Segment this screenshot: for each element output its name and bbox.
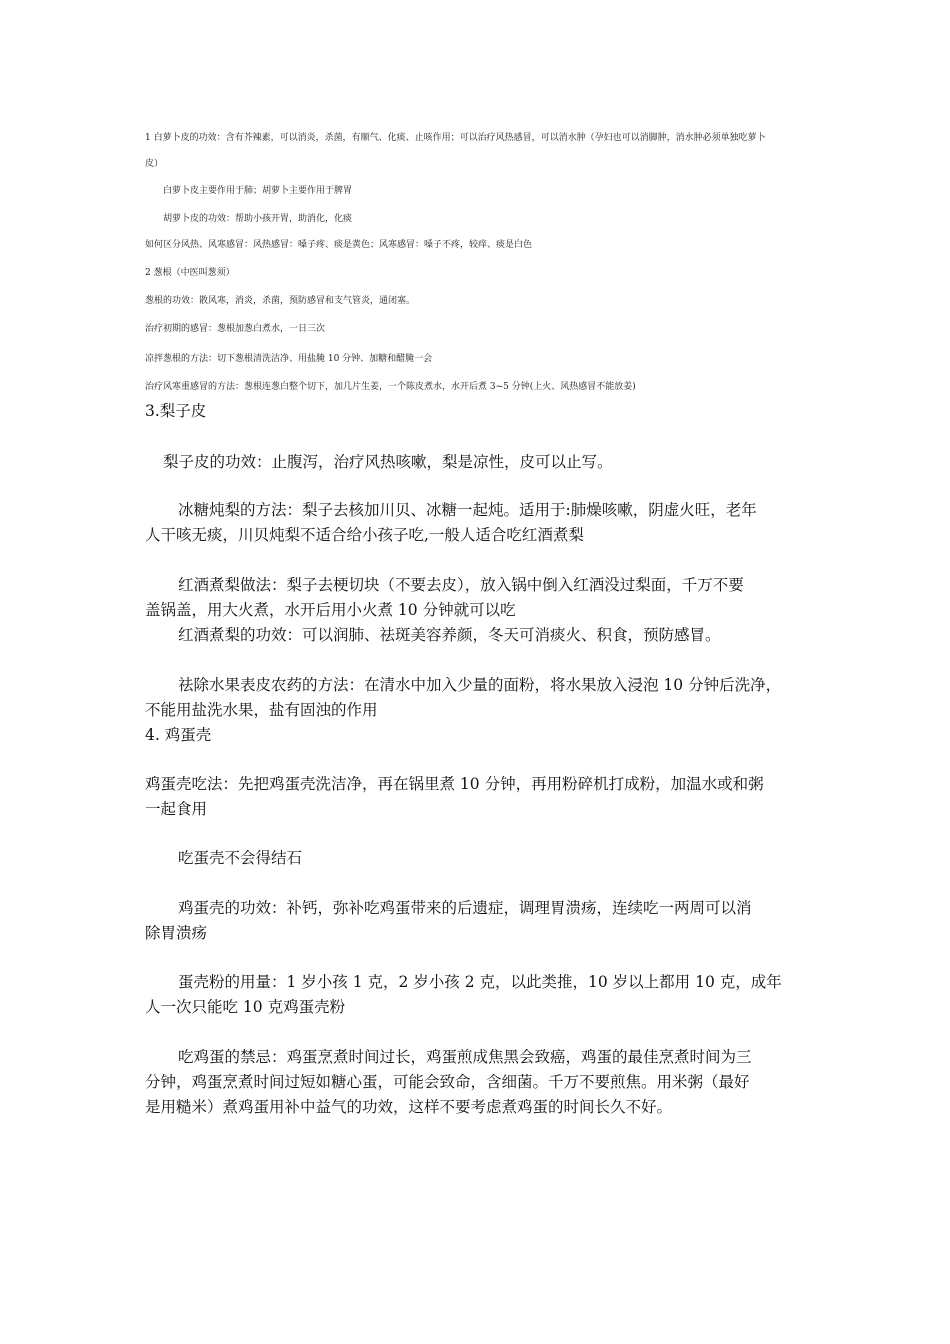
scallion-salad-method: 凉拌葱根的方法：切下葱根清洗洁净、用盐腌 10 分钟、加糖和醋腌一会: [145, 354, 433, 364]
eggshell-effect-line1: 鸡蛋壳的功效：补钙，弥补吃鸡蛋带来的后遗症，调理胃溃疡，连续吃一两周可以消: [178, 899, 752, 917]
egg-taboo-line2: 分钟，鸡蛋烹煮时间过短如糖心蛋，可能会致命，含细菌。千万不要煎焦。用米粥（最好: [145, 1073, 750, 1091]
carrot-peel-effect: 胡萝卜皮的功效：帮助小孩开胃，助消化，化痰: [163, 214, 353, 224]
pesticide-removal-line2: 不能用盐洗水果，盐有固浊的作用: [145, 701, 378, 719]
scallion-root-heading: 2 葱根（中医叫葱须）: [145, 268, 235, 278]
eggshell-heading: 4. 鸡蛋壳: [145, 726, 212, 744]
egg-taboo-line1: 吃鸡蛋的禁忌：鸡蛋烹煮时间过长，鸡蛋煎成焦黑会致癌，鸡蛋的最佳烹煮时间为三: [178, 1048, 752, 1066]
pear-stew-method-line1: 冰糖炖梨的方法：梨子去核加川贝、冰糖一起炖。适用于:肺燥咳嗽，阴虚火旺，老年: [178, 501, 757, 519]
wine-pear-effect: 红酒煮梨的功效：可以润肺、祛斑美容养颜，冬天可消痰火、积食，预防感冒。: [178, 626, 721, 644]
pesticide-removal-line1: 祛除水果表皮农药的方法：在清水中加入少量的面粉，将水果放入浸泡 10 分钟后洗净，: [178, 676, 782, 694]
eggshell-method-line1: 鸡蛋壳吃法：先把鸡蛋壳洗洁净，再在锅里煮 10 分钟，再用粉碎机打成粉，加温水或和粥: [145, 775, 764, 793]
scallion-root-effect: 葱根的功效：散风寒，消炎，杀菌，预防感冒和支气管炎，通闭塞。: [145, 296, 416, 306]
pear-stew-method-line2: 人干咳无痰，川贝炖梨不适合给小孩子吃,一般人适合吃红酒煮梨: [145, 526, 584, 544]
radish-peel-target: 白萝卜皮主要作用于肺；胡萝卜主要作用于脾胃: [163, 186, 353, 196]
wine-pear-method-line2: 盖锅盖，用大火煮，水开后用小火煮 10 分钟就可以吃: [145, 601, 516, 619]
egg-taboo-line3: 是用糙米）煮鸡蛋用补中益气的功效，这样不要考虑煮鸡蛋的时间长久不好。: [145, 1098, 673, 1116]
radish-peel-effect-line2: 皮）: [145, 159, 164, 169]
early-cold-treatment: 治疗初期的感冒：葱根加葱白煮水，一日三次: [145, 324, 326, 334]
cold-type-distinction: 如何区分风热、风寒感冒：风热感冒：嗓子疼、痰是黄色；风寒感冒：嗓子不疼，较痒、痰是白色: [145, 240, 533, 250]
wine-pear-method-line1: 红酒煮梨做法：梨子去梗切块（不要去皮），放入锅中倒入红酒没过梨面，千万不要: [178, 576, 744, 594]
pear-peel-effect: 梨子皮的功效：止腹泻，治疗风热咳嗽，梨是凉性，皮可以止写。: [163, 453, 613, 471]
severe-cold-treatment: 治疗风寒重感冒的方法：葱根连葱白整个切下，加几片生姜，一个陈皮煮水，水开后煮 3~5 分钟(上火、风热感冒不能放姜): [145, 382, 636, 392]
radish-peel-effect-line1: 1 白萝卜皮的功效：含有芥辣素，可以消炎，杀菌，有顺气、化痰、止咳作用；可以治疗风热感冒，可以消水肿（孕妇也可以消脚肿，消水肿必须单独吃萝卜: [145, 133, 766, 143]
eggshell-effect-line2: 除胃溃疡: [145, 924, 208, 942]
eggshell-method-line2: 一起食用: [145, 800, 208, 818]
pear-heading: 3.梨子皮: [145, 402, 207, 420]
eggshell-dosage-line1: 蛋壳粉的用量：1 岁小孩 1 克，2 岁小孩 2 克，以此类推，10 岁以上都用 10 克，成年: [178, 973, 782, 991]
eggshell-dosage-line2: 人一次只能吃 10 克鸡蛋壳粉: [145, 998, 346, 1016]
eggshell-stone-note: 吃蛋壳不会得结石: [178, 849, 303, 867]
